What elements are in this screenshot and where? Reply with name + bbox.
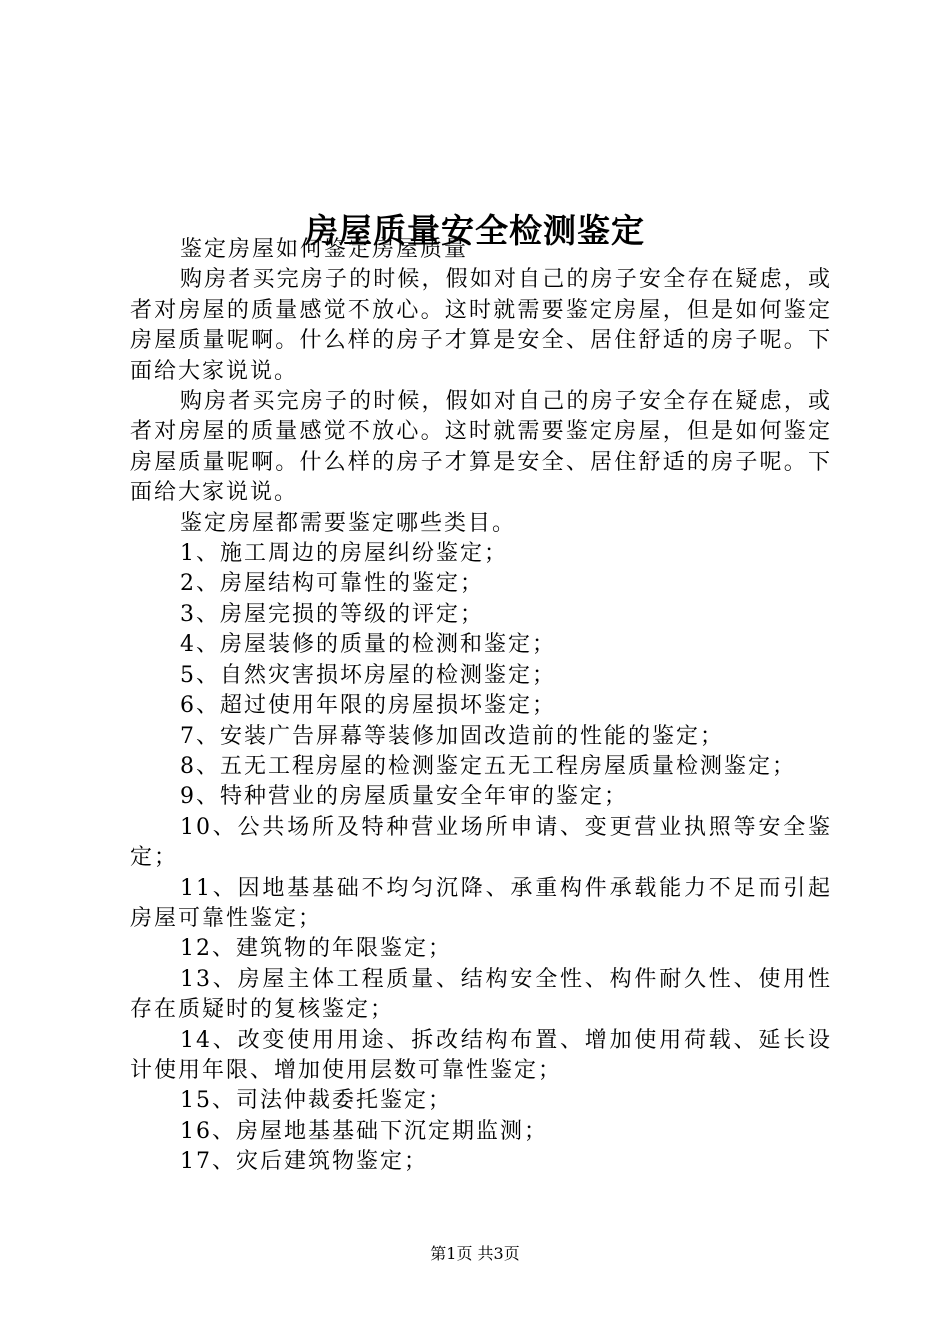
- list-item: 2、房屋结构可靠性的鉴定；: [180, 571, 484, 597]
- list-item: 8、五无工程房屋的检测鉴定五无工程房屋质量检测鉴定；: [180, 753, 796, 779]
- list-item: 17、灾后建筑物鉴定；: [180, 1149, 428, 1175]
- page-number-footer: 第1页 共3页: [430, 1244, 520, 1263]
- page-title: 房屋质量安全检测鉴定: [305, 211, 645, 251]
- paragraph: 购房者买完房子的时候，假如对自己的房子安全存在疑虑，或者对房屋的质量感觉不放心。这时就需要鉴定房屋，但是如何鉴定房屋质量呢啊。什么样的房子才算是安全、居住舒适的房子呢。下面给大家说说。: [130, 389, 832, 506]
- list-item: 10、公共场所及特种营业场所申请、变更营业执照等安全鉴定；: [130, 814, 832, 871]
- list-item: 3、房屋完损的等级的评定；: [180, 601, 484, 627]
- paragraph: 鉴定房屋如何鉴定房屋质量: [180, 237, 469, 262]
- list-item: 7、安装广告屏幕等装修加固改造前的性能的鉴定；: [180, 723, 724, 749]
- list-item: 4、房屋装修的质量的检测和鉴定；: [180, 632, 556, 658]
- paragraph: 鉴定房屋都需要鉴定哪些类目。: [180, 510, 517, 536]
- list-item: 9、特种营业的房屋质量安全年审的鉴定；: [180, 784, 628, 810]
- list-item: 6、超过使用年限的房屋损坏鉴定；: [180, 693, 556, 719]
- list-item: 15、司法仲裁委托鉴定；: [180, 1088, 452, 1114]
- list-item: 1、施工周边的房屋纠纷鉴定；: [180, 541, 508, 567]
- list-item: 13、房屋主体工程质量、结构安全性、构件耐久性、使用性存在质疑时的复核鉴定；: [130, 966, 832, 1023]
- document-body: [130, 235, 832, 1178]
- list-item: 5、自然灾害损坏房屋的检测鉴定；: [180, 662, 556, 688]
- list-item: 11、因地基基础不均匀沉降、承重构件承载能力不足而引起房屋可靠性鉴定；: [130, 875, 832, 931]
- list-item: 16、房屋地基基础下沉定期监测；: [180, 1118, 548, 1144]
- list-item: 12、建筑物的年限鉴定；: [180, 936, 452, 962]
- paragraph: 购房者买完房子的时候，假如对自己的房子安全存在疑虑，或者对房屋的质量感觉不放心。这时就需要鉴定房屋，但是如何鉴定房屋质量呢啊。什么样的房子才算是安全、居住舒适的房子呢。下面给大家说说。: [130, 267, 832, 384]
- list-item: 14、改变使用用途、拆改结构布置、增加使用荷载、延长设计使用年限、增加使用层数可靠性鉴定；: [130, 1027, 832, 1083]
